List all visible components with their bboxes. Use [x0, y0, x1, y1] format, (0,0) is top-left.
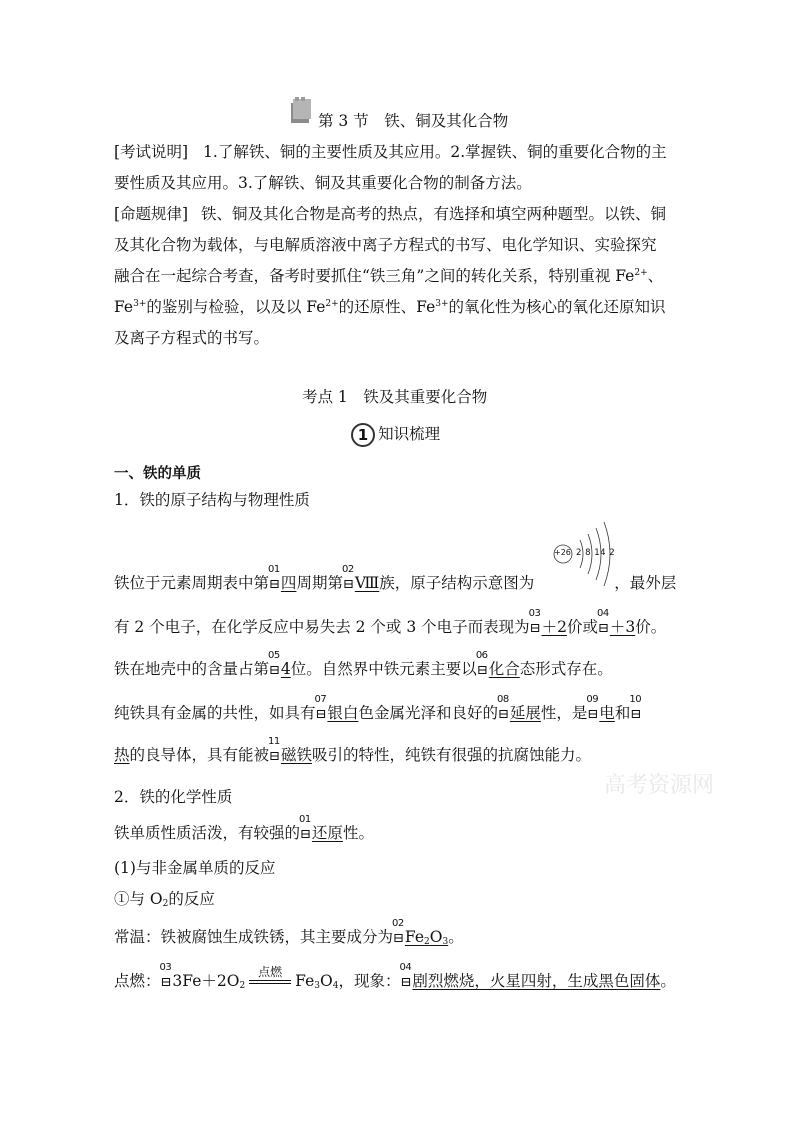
- answer-marker-icon: ⊟: [587, 707, 599, 722]
- rule-line4: $Fe^{3+}$的鉴别与检验，以及以 $Fe^{2+}$的还原性、$Fe^{3+}$的氧化性为核心的氧化还原知识: [114, 298, 666, 316]
- answer-blank-continued: 热: [114, 746, 130, 764]
- subheading-oxygen: ①与 $O_2$的反应: [114, 890, 215, 909]
- exam-description-line2: 要性质及其应用。3.了解铁、铜及其重要化合物的制备方法。: [114, 174, 532, 192]
- answer-marker-icon: ⊟: [269, 577, 280, 592]
- answer-marker-icon: ⊟: [315, 707, 327, 722]
- paragraph-crust: 铁在地壳中的含量占第 05 ⊟4位。自然界中铁元素主要以 06 ⊟化合态形式存在。: [114, 650, 613, 678]
- paragraph-electrons: 有 2 个电子，在化学反应中易失去 2 个或 3 个电子而表现为 03 ⊟＋2价或 04 ⊟＋3价。: [114, 608, 667, 636]
- subsection-heading-1: 1．铁的原子结构与物理性质: [114, 491, 310, 509]
- section-title: 第 3 节 铁、铜及其化合物: [318, 112, 509, 130]
- exam-tag: [考试说明]: [114, 143, 189, 161]
- paragraph-ignition: 点燃： 03 $⊟3Fe+2O_2$ 点燃 $Fe_3O_4$，现象： 04 ⊟剧烈燃烧，火星四射，生成黑色固体。: [114, 962, 676, 991]
- answer-blank: 03 ⊟: [159, 962, 172, 990]
- subheading-nonmetal: (1)与非金属单质的反应: [114, 859, 276, 877]
- exam-description: [考试说明] 1.了解铁、铜的主要性质及其应用。2.掌握铁、铜的重要化合物的主: [114, 143, 667, 161]
- answer-blank: 02 ⊟Ⅷ: [341, 564, 380, 592]
- watermark: 高考资源网: [604, 773, 715, 798]
- badge-label: 知识梳理: [378, 425, 441, 444]
- answer-blank: 09 ⊟电: [586, 694, 615, 722]
- reaction-condition: 点燃: [258, 965, 283, 979]
- answer-marker-icon: ⊟: [269, 663, 280, 678]
- answer-blank: 11 ⊟磁铁: [268, 736, 312, 764]
- topic-title: 考点 1 铁及其重要化合物: [302, 388, 488, 406]
- book-icon: [288, 97, 314, 129]
- answer-marker-icon: ⊟: [160, 975, 172, 990]
- answer-blank: 03 ⊟＋2: [528, 608, 567, 636]
- paragraph-chemical: 铁单质性质活泼，有较强的 01 ⊟还原性。: [114, 814, 374, 842]
- answer-marker-icon: ⊟: [476, 663, 488, 678]
- paragraph-conductor: 热的良导体，具有能被 11 ⊟磁铁吸引的特性，纯铁有很强的抗腐蚀能力。: [114, 736, 591, 764]
- electron-shells: 2 8 14 2: [576, 548, 616, 558]
- answer-marker-icon: ⊟: [393, 931, 404, 946]
- answer-marker-icon: ⊟: [529, 621, 541, 636]
- answer-blank: 01 ⊟四: [268, 564, 297, 592]
- paragraph-room-temp: 常温：铁被腐蚀生成铁锈，其主要成分为 02 $⊟Fe_2O_3$。: [114, 918, 464, 947]
- answer-marker-icon: ⊟: [300, 827, 311, 842]
- answer-blank: 06 ⊟化合: [475, 650, 520, 678]
- answer-marker-icon: ⊟: [269, 749, 280, 764]
- rule-description: [命题规律] 铁、铜及其化合物是高考的热点，有选择和填空两种题型。以铁、铜: [114, 205, 667, 223]
- answer-marker-icon: ⊟: [630, 707, 642, 722]
- answer-blank: 10 ⊟: [629, 694, 642, 722]
- answer-blank: 04 ⊟剧烈燃烧，火星四射，生成黑色固体: [399, 962, 661, 990]
- rule-line5: 及离子方程式的书写。: [114, 329, 270, 347]
- answer-blank: 08 ⊟延展: [496, 694, 541, 722]
- paragraph-position: 铁位于元素周期表中第 01 ⊟四周期第 02 ⊟Ⅷ族，原子结构示意图为 ，最外层: [114, 564, 677, 592]
- answer-blank: 05 ⊟4: [268, 650, 291, 678]
- nucleus-charge: +26: [554, 548, 571, 557]
- answer-marker-icon: ⊟: [597, 621, 609, 636]
- topic-badge: [351, 423, 440, 447]
- answer-blank: 01 ⊟还原: [299, 814, 343, 842]
- answer-blank: 02 $⊟Fe_2O_3$: [392, 918, 449, 947]
- paragraph-physical: 纯铁具有金属的共性，如具有 07 ⊟银白色金属光泽和良好的 08 ⊟延展性，是 09 ⊟电和 10 ⊟: [114, 694, 642, 722]
- section-heading: 一、铁的单质: [114, 466, 201, 482]
- number-badge-icon: 1: [351, 423, 375, 447]
- answer-marker-icon: ⊟: [342, 577, 354, 592]
- reaction-arrow: [249, 965, 291, 984]
- rule-tag: [命题规律]: [114, 205, 189, 223]
- answer-marker-icon: ⊟: [497, 707, 509, 722]
- answer-blank: 04 ⊟＋3: [596, 608, 636, 636]
- answer-marker-icon: ⊟: [400, 975, 412, 990]
- subsection-heading-2: 2．铁的化学性质: [114, 788, 233, 806]
- answer-blank: 07 ⊟银白: [314, 694, 359, 722]
- rule-line3: 融合在一起综合考查，备考时要抓住“铁三角”之间的转化关系，特别重视 $Fe^{2+}$、: [114, 267, 664, 285]
- rule-line2: 及其化合物为载体，与电解质溶液中离子方程式的书写、电化学知识、实验探究: [114, 236, 657, 254]
